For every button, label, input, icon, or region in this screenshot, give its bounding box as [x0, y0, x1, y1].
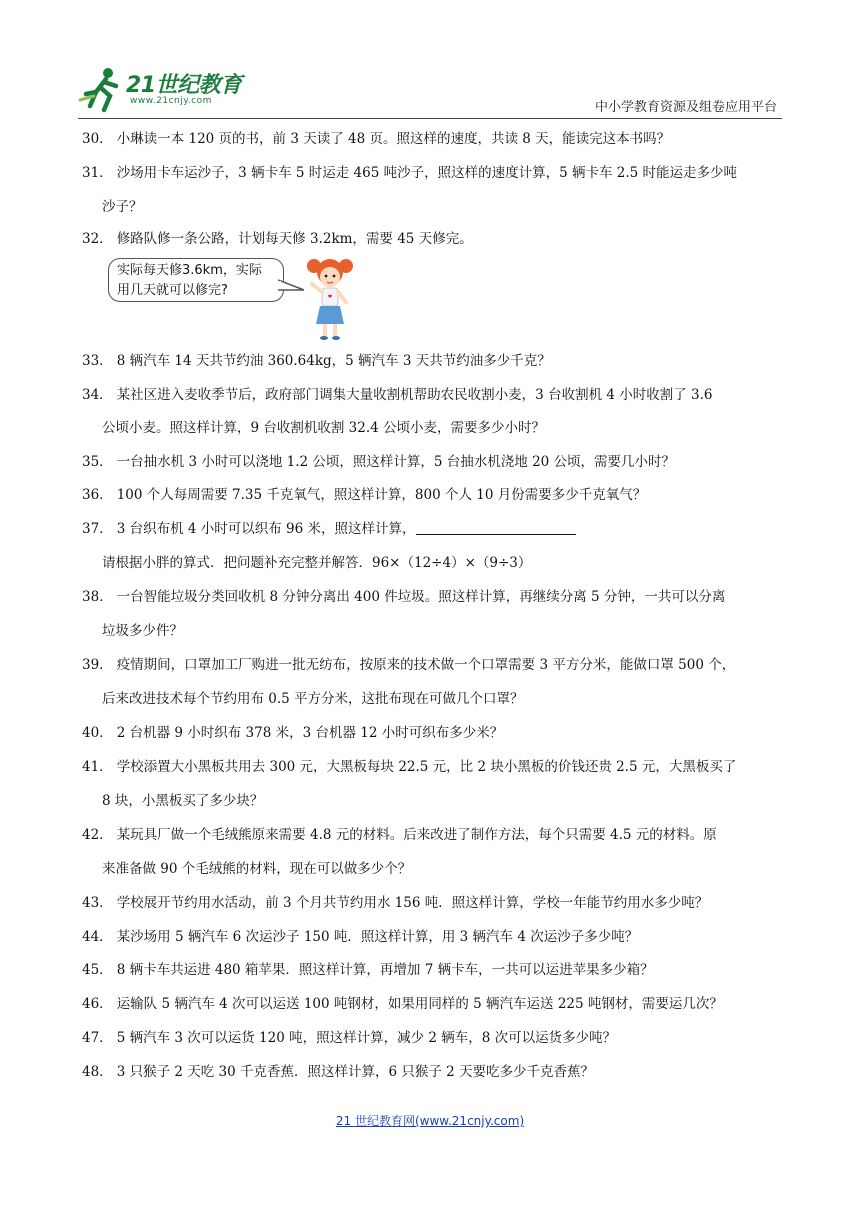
question-33: [82, 344, 782, 378]
question-text: 某沙场用 5 辆汽车 6 次运沙子 150 吨．照这样计算，用 3 辆汽车 4 次运沙子多少吨？: [116, 929, 639, 945]
question-text: 学校展开节约用水活动，前 3 个月共节约用水 156 吨．照这样计算，学校一年能节约用水多少吨？: [116, 895, 709, 911]
question-number: 31．: [82, 165, 113, 181]
question-text: 运输队 5 辆汽车 4 次可以运送 100 吨钢材，如果用同样的 5 辆汽车运送 225 吨钢材，需要运几次？: [116, 996, 723, 1012]
question-43: [82, 886, 782, 920]
question-34: [82, 378, 782, 412]
question-32: [82, 222, 782, 256]
question-text: 小琳读一本 120 页的书，前 3 天读了 48 页。照这样的速度，共读 8 天，能读完这本书吗？: [116, 131, 671, 147]
question-38: [82, 580, 782, 614]
site-logo[interactable]: [78, 66, 278, 114]
question-37-cont: 请根据小胖的算式．把问题补充完整并解答．96×（12÷4）×（9÷3）: [102, 555, 532, 571]
answer-blank[interactable]: [416, 516, 576, 535]
question-text: 2 台机器 9 小时织布 378 米，3 台机器 12 小时可织布多少米？: [116, 725, 504, 741]
question-number: 40．: [82, 725, 113, 741]
girl-illustration: [300, 252, 360, 342]
question-number: 39．: [82, 657, 113, 673]
header-divider: [78, 118, 782, 119]
question-text: 学校添置大小黑板共用去 300 元，大黑板每块 22.5 元，比 2 块小黑板的价钱还贵 2.5 元，大黑板买了: [116, 759, 737, 775]
platform-title: 中小学教育资源及组卷应用平台: [594, 100, 777, 115]
question-number: 43．: [82, 895, 113, 911]
question-text: 8 辆卡车共运进 480 箱苹果．照这样计算，再增加 7 辆卡车，一共可以运进苹果多少箱？: [116, 962, 654, 978]
question-39: [82, 648, 782, 682]
question-number: 30．: [82, 131, 113, 147]
question-number: 37．: [82, 521, 113, 537]
question-number: 44．: [82, 929, 113, 945]
question-text: 一台抽水机 3 小时可以浇地 1.2 公顷，照这样计算，5 台抽水机浇地 20 公顷，需要几小时？: [116, 454, 676, 470]
question-number: 46．: [82, 996, 113, 1012]
question-text: 3 只猴子 2 天吃 30 千克香蕉．照这样计算，6 只猴子 2 天要吃多少千克香蕉？: [116, 1064, 595, 1080]
question-41-cont: 8 块，小黑板买了多少块？: [102, 793, 264, 809]
question-text: 某玩具厂做一个毛绒熊原来需要 4.8 元的材料。后来改进了制作方法，每个只需要 4.5 元的材料。原: [116, 827, 717, 843]
logo-url: www.21cnjy.com: [130, 96, 212, 106]
question-46: [82, 987, 782, 1021]
question-44: [82, 920, 782, 954]
logo-text: 21世纪教育: [126, 73, 242, 98]
question-42: [82, 818, 782, 852]
speech-bubble: [108, 258, 284, 302]
question-number: 47．: [82, 1030, 113, 1046]
question-number: 33．: [82, 353, 113, 369]
question-number: 36．: [82, 487, 113, 503]
question-42-cont: 来准备做 90 个毛绒熊的材料，现在可以做多少个？: [102, 861, 412, 877]
question-text: 3 台织布机 4 小时可以织布 96 米，照这样计算，: [116, 521, 416, 537]
question-40: [82, 716, 782, 750]
question-30: [82, 122, 782, 156]
question-31: [82, 156, 782, 190]
question-text: 100 个人每周需要 7.35 千克氧气，照这样计算，800 个人 10 月份需要多少千克氧气？: [116, 487, 647, 503]
question-number: 42．: [82, 827, 113, 843]
question-34-cont: 公顷小麦。照这样计算，9 台收割机收割 32.4 公顷小麦，需要多少小时？: [102, 420, 546, 436]
footer-link[interactable]: 21 世纪教育网(www.21cnjy.com): [335, 1114, 525, 1128]
question-number: 38．: [82, 589, 113, 605]
question-31-cont: 沙子？: [102, 199, 143, 215]
question-number: 34．: [82, 387, 113, 403]
question-48: [82, 1055, 782, 1089]
question-text: 修路队修一条公路，计划每天修 3.2km，需要 45 天修完。: [116, 231, 473, 247]
question-38-cont: 垃圾多少件？: [102, 623, 183, 639]
question-47: [82, 1021, 782, 1055]
question-37: [82, 512, 782, 546]
question-number: 45．: [82, 962, 113, 978]
question-text: 沙场用卡车运沙子，3 辆卡车 5 时运走 465 吨沙子，照这样的速度计算，5 辆卡车 2.5 时能运走多少吨: [116, 165, 738, 181]
question-36: [82, 478, 782, 512]
question-text: 8 辆汽车 14 天共节约油 360.64kg，5 辆汽车 3 天共节约油多少千克？: [116, 353, 551, 369]
question-text: 5 辆汽车 3 次可以运货 120 吨，照这样计算，减少 2 辆车，8 次可以运货多少吨？: [116, 1030, 617, 1046]
question-number: 48．: [82, 1064, 113, 1080]
question-text: 一台智能垃圾分类回收机 8 分钟分离出 400 件垃圾。照这样计算，再继续分离 5 分钟，一共可以分离: [116, 589, 726, 605]
runner-icon: [78, 66, 128, 114]
question-number: 35．: [82, 454, 113, 470]
speech-bubble-line: 用几天就可以修完?: [117, 283, 228, 298]
question-number: 41．: [82, 759, 113, 775]
question-text: 疫情期间，口罩加工厂购进一批无纺布，按原来的技术做一个口罩需要 3 平方分米，能做口罩 500 个，: [116, 657, 736, 673]
question-41: [82, 750, 782, 784]
question-number: 32．: [82, 231, 113, 247]
question-text: 某社区进入麦收季节后，政府部门调集大量收割机帮助农民收割小麦，3 台收割机 4 小时收割了 3.6: [116, 387, 713, 403]
question-39-cont: 后来改进技术每个节约用布 0.5 平方分米，这批布现在可做几个口罩？: [102, 691, 524, 707]
question-45: [82, 953, 782, 987]
page-header: [0, 0, 860, 120]
question-35: [82, 445, 782, 479]
speech-bubble-line: 实际每天修3.6km，实际: [117, 263, 262, 278]
